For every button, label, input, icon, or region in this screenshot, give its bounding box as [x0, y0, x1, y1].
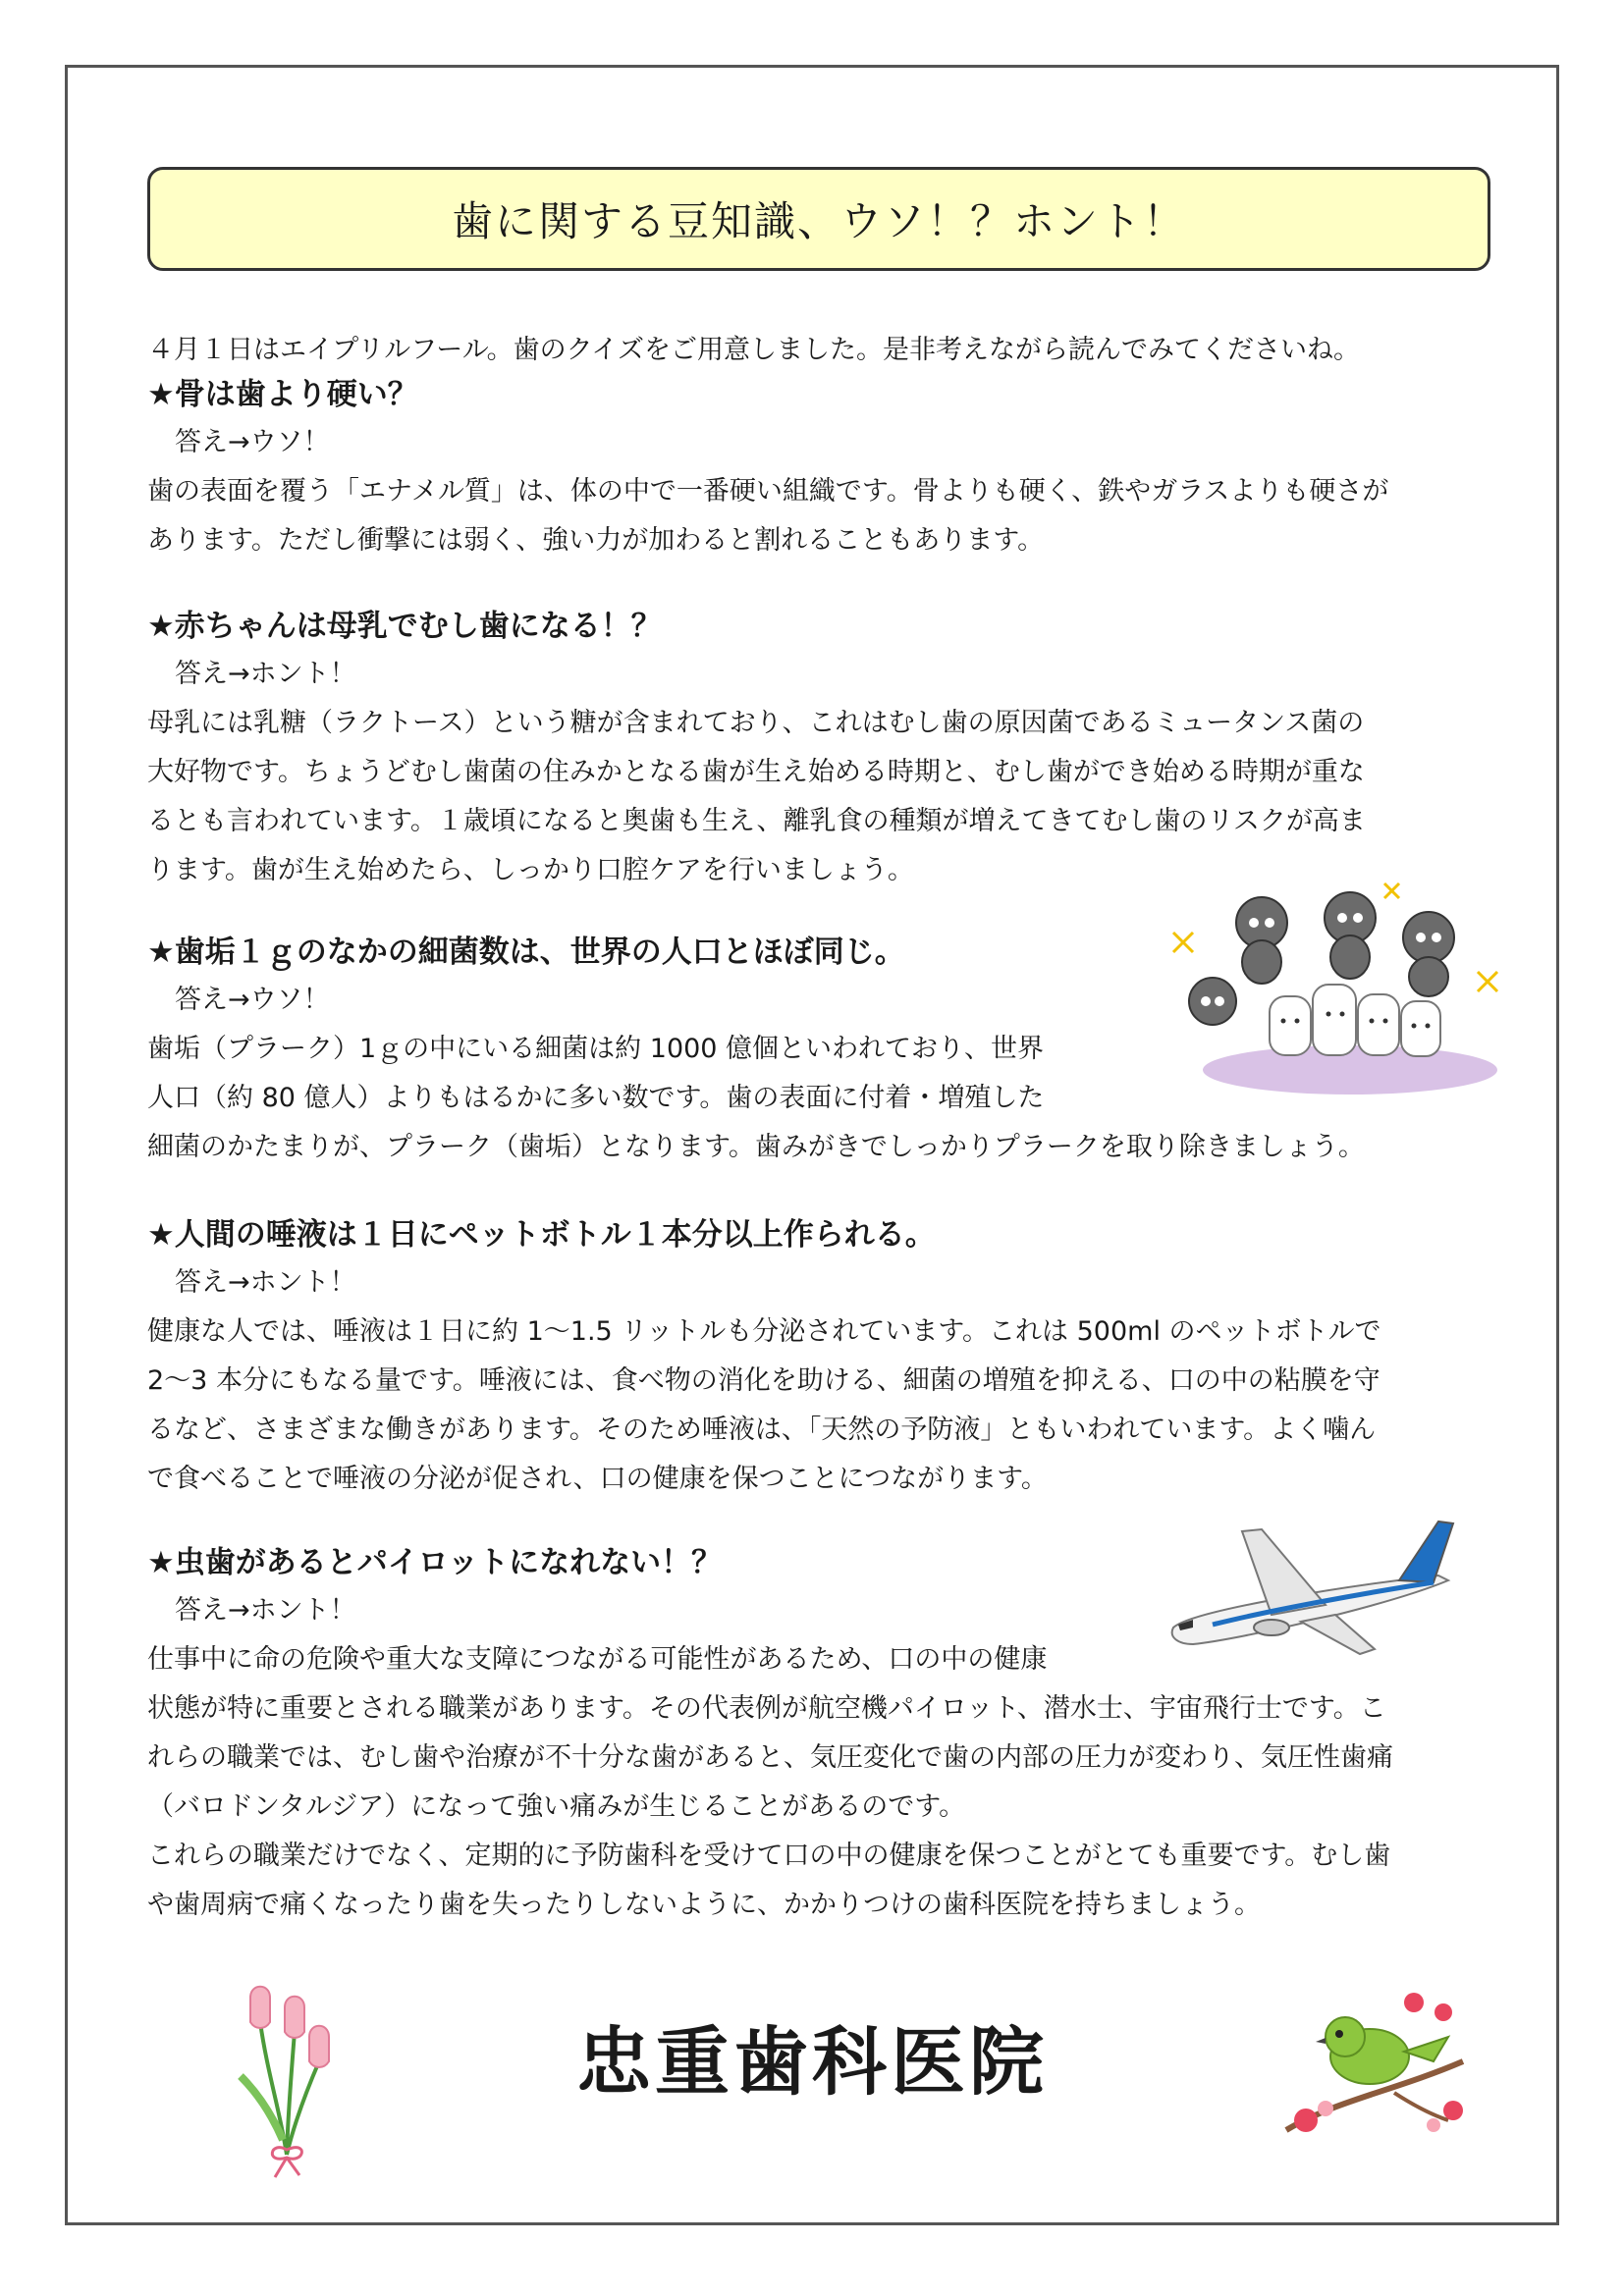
section-heading: ★赤ちゃんは母乳でむし歯になる！？ [147, 609, 662, 644]
body-line: 健康な人では、唾液は１日に約 1～1.5 リットルも分泌されています。これは 500ml のペットボトルで [147, 1316, 1381, 1347]
body-line: これらの職業だけでなく、定期的に予防歯科を受けて口の中の健康を保つことがとても重要です。むし歯 [147, 1841, 1391, 1871]
germs-attacking-teeth-illustration [1154, 879, 1517, 1099]
section-answer: 答え→ホント！ [175, 1267, 356, 1298]
section-heading: ★人間の唾液は１日にペットボトル１本分以上作られる。 [147, 1217, 936, 1253]
body-line: れらの職業では、むし歯や治療が不十分な歯があると、気圧変化で歯の内部の圧力が変わり、気圧性歯痛 [147, 1742, 1393, 1773]
section-answer: 答え→ウソ！ [175, 427, 330, 457]
clinic-name: 忠重歯科医院 [576, 2018, 1048, 2106]
body-line: で食べることで唾液の分泌が促され、口の健康を保つことにつながります。 [147, 1464, 1048, 1494]
title-banner [147, 167, 1490, 271]
body-line: や歯周病で痛くなったり歯を失ったりしないように、かかりつけの歯科医院を持ちましょう。 [147, 1890, 1261, 1920]
body-line: 大好物です。ちょうどむし歯菌の住みかとなる歯が生え始める時期と、むし歯ができ始める時期が重な [147, 757, 1365, 787]
body-line: 歯垢（プラーク）1ｇの中にいる細菌は約 1000 億個といわれており、世界 [147, 1034, 1045, 1064]
body-line: るとも言われています。１歳頃になると奥歯も生え、離乳食の種類が増えてきてむし歯のリスクが高ま [147, 806, 1366, 836]
section-heading: ★歯垢１ｇのなかの細菌数は、世界の人口とほぼ同じ。 [147, 934, 905, 970]
body-line: 2～3 本分にもなる量です。唾液には、食べ物の消化を助ける、細菌の増殖を抑える、口の中の粘膜を守 [147, 1365, 1380, 1396]
page-title: 歯に関する豆知識、ウソ！？ホント！ [451, 197, 1186, 245]
intro-text: ４月１日はエイプリルフール。歯のクイズをご用意しました。是非考えながら読んでみてくださいね。 [147, 335, 1360, 365]
airplane-illustration [1154, 1512, 1468, 1659]
quiz-section-1 [147, 371, 1492, 565]
section-heading: ★骨は歯より硬い？ [147, 377, 418, 412]
section-answer: 答え→ホント！ [175, 1595, 356, 1626]
body-line: （バロドンタルジア）になって強い痛みが生じることがあるのです。 [147, 1791, 966, 1822]
quiz-section-2 [147, 603, 1492, 895]
body-line: 人口（約 80 億人）よりもはるかに多い数です。歯の表面に付着・増殖した [147, 1083, 1045, 1113]
section-answer: 答え→ホント！ [175, 659, 356, 689]
body-line: るなど、さまざまな働きがあります。そのため唾液は、「天然の予防液」ともいわれています。よく噛ん [147, 1415, 1377, 1445]
body-line: 細菌のかたまりが、プラーク（歯垢）となります。歯みがきでしっかりプラークを取り除きましょう。 [147, 1132, 1365, 1162]
body-line: ります。歯が生え始めたら、しっかり口腔ケアを行いましょう。 [147, 855, 914, 885]
quiz-section-4 [147, 1211, 1492, 1504]
body-line: 仕事中に命の危険や重大な支障につながる可能性があるため、口の中の健康 [147, 1644, 1048, 1675]
body-line: 母乳には乳糖（ラクトース）という糖が含まれており、これはむし歯の原因菌であるミュータンス菌の [147, 708, 1365, 738]
section-heading: ★虫歯があるとパイロットになれない！？ [147, 1545, 723, 1580]
section-answer: 答え→ウソ！ [175, 985, 330, 1015]
body-line: 状態が特に重要とされる職業があります。その代表例が航空機パイロット、潜水士、宇宙飛行士です。こ [147, 1693, 1386, 1724]
body-line: あります。ただし衝撃には弱く、強い力が加わると割れることもあります。 [147, 525, 1045, 556]
body-line: 歯の表面を覆う「エナメル質」は、体の中で一番硬い組織です。骨よりも硬く、鉄やガラスよりも硬さが [147, 476, 1389, 507]
